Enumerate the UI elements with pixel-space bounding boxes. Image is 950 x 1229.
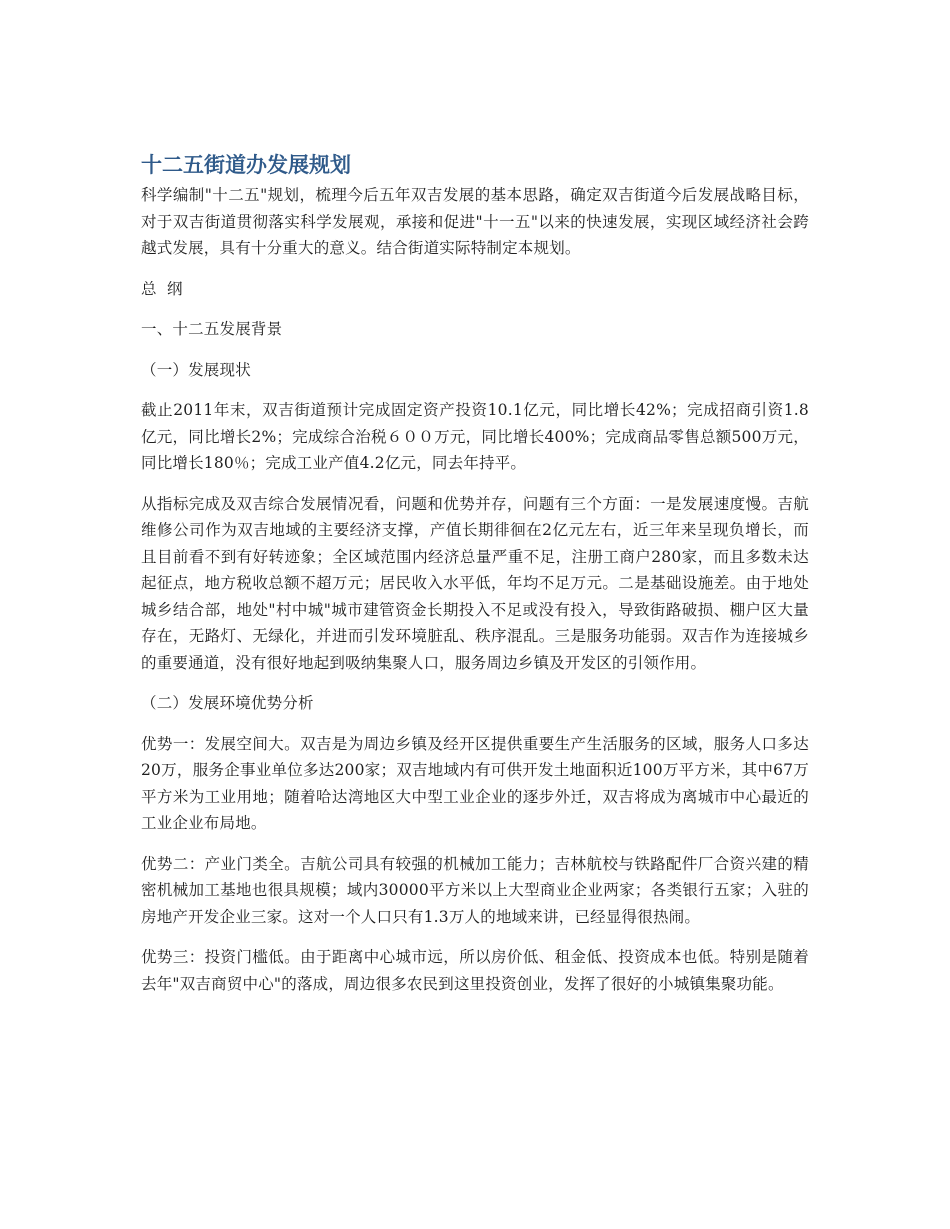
subsection-heading: （二）发展环境优势分析	[141, 694, 314, 712]
document-title: 十二五街道办发展规划	[141, 153, 351, 177]
advantage-paragraph: 优势三：投资门槛低。由于距离中心城市远，所以房价低、租金低、投资成本也低。特别是随着去年"双吉商贸中心"的落成，周边很多农民到这里投资创业，发挥了很好的小城镇集聚功能。	[141, 948, 809, 993]
advantage-paragraph: 优势一：发展空间大。双吉是为周边乡镇及经开区提供重要生产生活服务的区域，服务人口多达20万，服务企事业单位多达200家；双吉地域内有可供开发土地面积近100万平方米，其中67万平方米为工业用地；随着哈达湾地区大中型工业企业的逐步外迁，双吉将成为离城市中心最近的工业企业布局地。	[141, 734, 809, 832]
advantage-paragraph: 优势二：产业门类全。吉航公司具有较强的机械加工能力；吉林航校与铁路配件厂合资兴建的精密机械加工基地也很具规模；域内30000平方米以上大型商业企业两家；各类银行五家；入驻的房地产开发企业三家。这对一个人口只有1.3万人的地域来讲，已经显得很热闹。	[141, 854, 809, 926]
document-page	[141, 150, 809, 1011]
outline-heading: 总 纲	[141, 279, 183, 298]
section-heading: 一、十二五发展背景	[141, 320, 283, 338]
intro-paragraph: 科学编制"十二五"规划，梳理今后五年双吉发展的基本思路，确定双吉街道今后发展战略目标，对于双吉街道贯彻落实科学发展观，承接和促进"十一五"以来的快速发展，实现区域经济社会跨越式发展，具有十分重大的意义。结合街道实际特制定本规划。	[141, 186, 809, 257]
problems-paragraph: 从指标完成及双吉综合发展情况看，问题和优势并存，问题有三个方面：一是发展速度慢。吉航维修公司作为双吉地域的主要经济支撑，产值长期徘徊在2亿元左右，近三年来呈现负增长，而且目前看不到有好转迹象；全区域范围内经济总量严重不足，注册工商户280家，而且多数未达起征点，地方税收总额不超万元；居民收入水平低，年均不足万元。二是基础设施差。由于地处城乡结合部，地处"村中城"城市建管资金长期投入不足或没有投入，导致街路破损、棚户区大量存在，无路灯、无绿化，并进而引发环境脏乱、秩序混乱。三是服务功能弱。双吉作为连接城乡的重要通道，没有很好地起到吸纳集聚人口，服务周边乡镇及开发区的引领作用。	[141, 494, 809, 672]
status-paragraph: 截止2011年末，双吉街道预计完成固定资产投资10.1亿元，同比增长42%；完成招商引资1.8亿元，同比增长2%；完成综合治税６００万元，同比增长400%；完成商品零售总额500万元，同比增长180％；完成工业产值4.2亿元，同去年持平。	[141, 401, 809, 472]
subsection-heading: （一）发展现状	[141, 360, 251, 379]
